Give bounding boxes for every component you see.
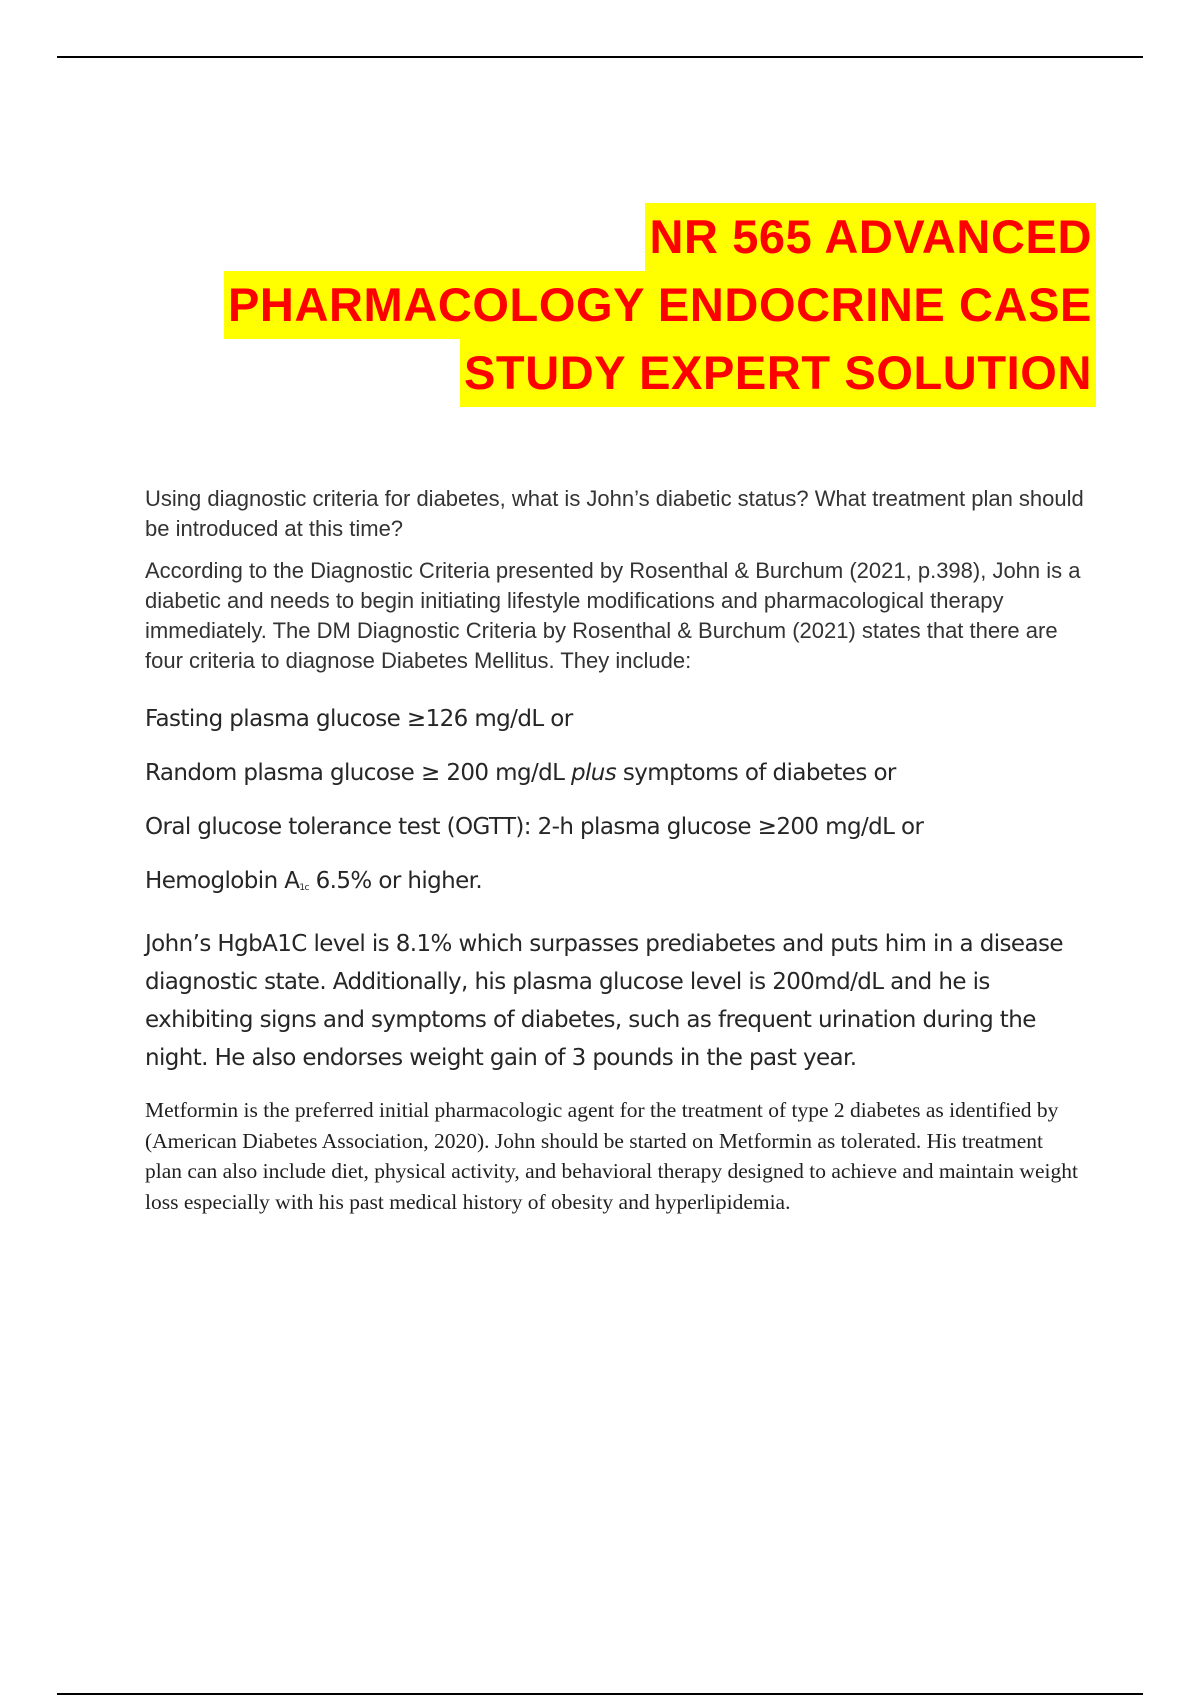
document-title xyxy=(116,203,1096,407)
criterion-hgb-text: Hemoglobin A xyxy=(145,868,300,894)
metformin-paragraph: Metformin is the preferred initial pharmacologic agent for the treatment of type 2 diabetes as identified by (American Diabetes Association, 2020). John should be started on Metformin as tolerated. His treatment plan can also include diet, physical activity, and behavioral therapy designed to achieve and maintain weight loss especially with his past medical history of obesity and hyperlipidemia. xyxy=(145,1098,1078,1214)
criterion-hgb-rest: 6.5% or higher. xyxy=(308,868,483,894)
top-rule xyxy=(57,56,1143,58)
title-line-1: NR 565 ADVANCED xyxy=(645,203,1096,271)
document-body xyxy=(145,484,1085,1217)
criterion-fasting: Fasting plasma glucose ≥126 mg/dL or xyxy=(145,706,573,732)
criterion-random-rest: symptoms of diabetes or xyxy=(616,760,896,786)
criterion-hgb-subscript: 1c xyxy=(299,883,309,893)
criterion-ogtt: Oral glucose tolerance test (OGTT): 2-h plasma glucose ≥200 mg/dL or xyxy=(145,814,924,840)
criterion-random xyxy=(145,758,1085,788)
title-line-2: PHARMACOLOGY ENDOCRINE CASE xyxy=(224,271,1096,339)
title-line-3: STUDY EXPERT SOLUTION xyxy=(460,339,1096,407)
criterion-random-plus: plus xyxy=(571,760,617,786)
summary-paragraph: John’s HgbA1C level is 8.1% which surpasses prediabetes and puts him in a disease diagnostic state. Additionally, his plasma glucose level is 200md/dL and he is exhibiting signs and symptoms of diabetes, such as frequent urination during the night. He also endorses weight gain of 3 pounds in the past year. xyxy=(145,931,1063,1071)
answer-paragraph: According to the Diagnostic Criteria presented by Rosenthal & Burchum (2021, p.398), John is a diabetic and needs to begin initiating lifestyle modifications and pharmacological therapy immediately. The DM Diagnostic Criteria by Rosenthal & Burchum (2021) states that there are four criteria to diagnose Diabetes Mellitus. They include: xyxy=(145,558,1081,673)
question-paragraph: Using diagnostic criteria for diabetes, what is John’s diabetic status? What treatment plan should be introduced at this time? xyxy=(145,486,1084,541)
criterion-random-text: Random plasma glucose ≥ 200 mg/dL xyxy=(145,760,572,786)
bottom-rule xyxy=(57,1693,1143,1695)
criterion-hgba1c xyxy=(145,866,1085,901)
